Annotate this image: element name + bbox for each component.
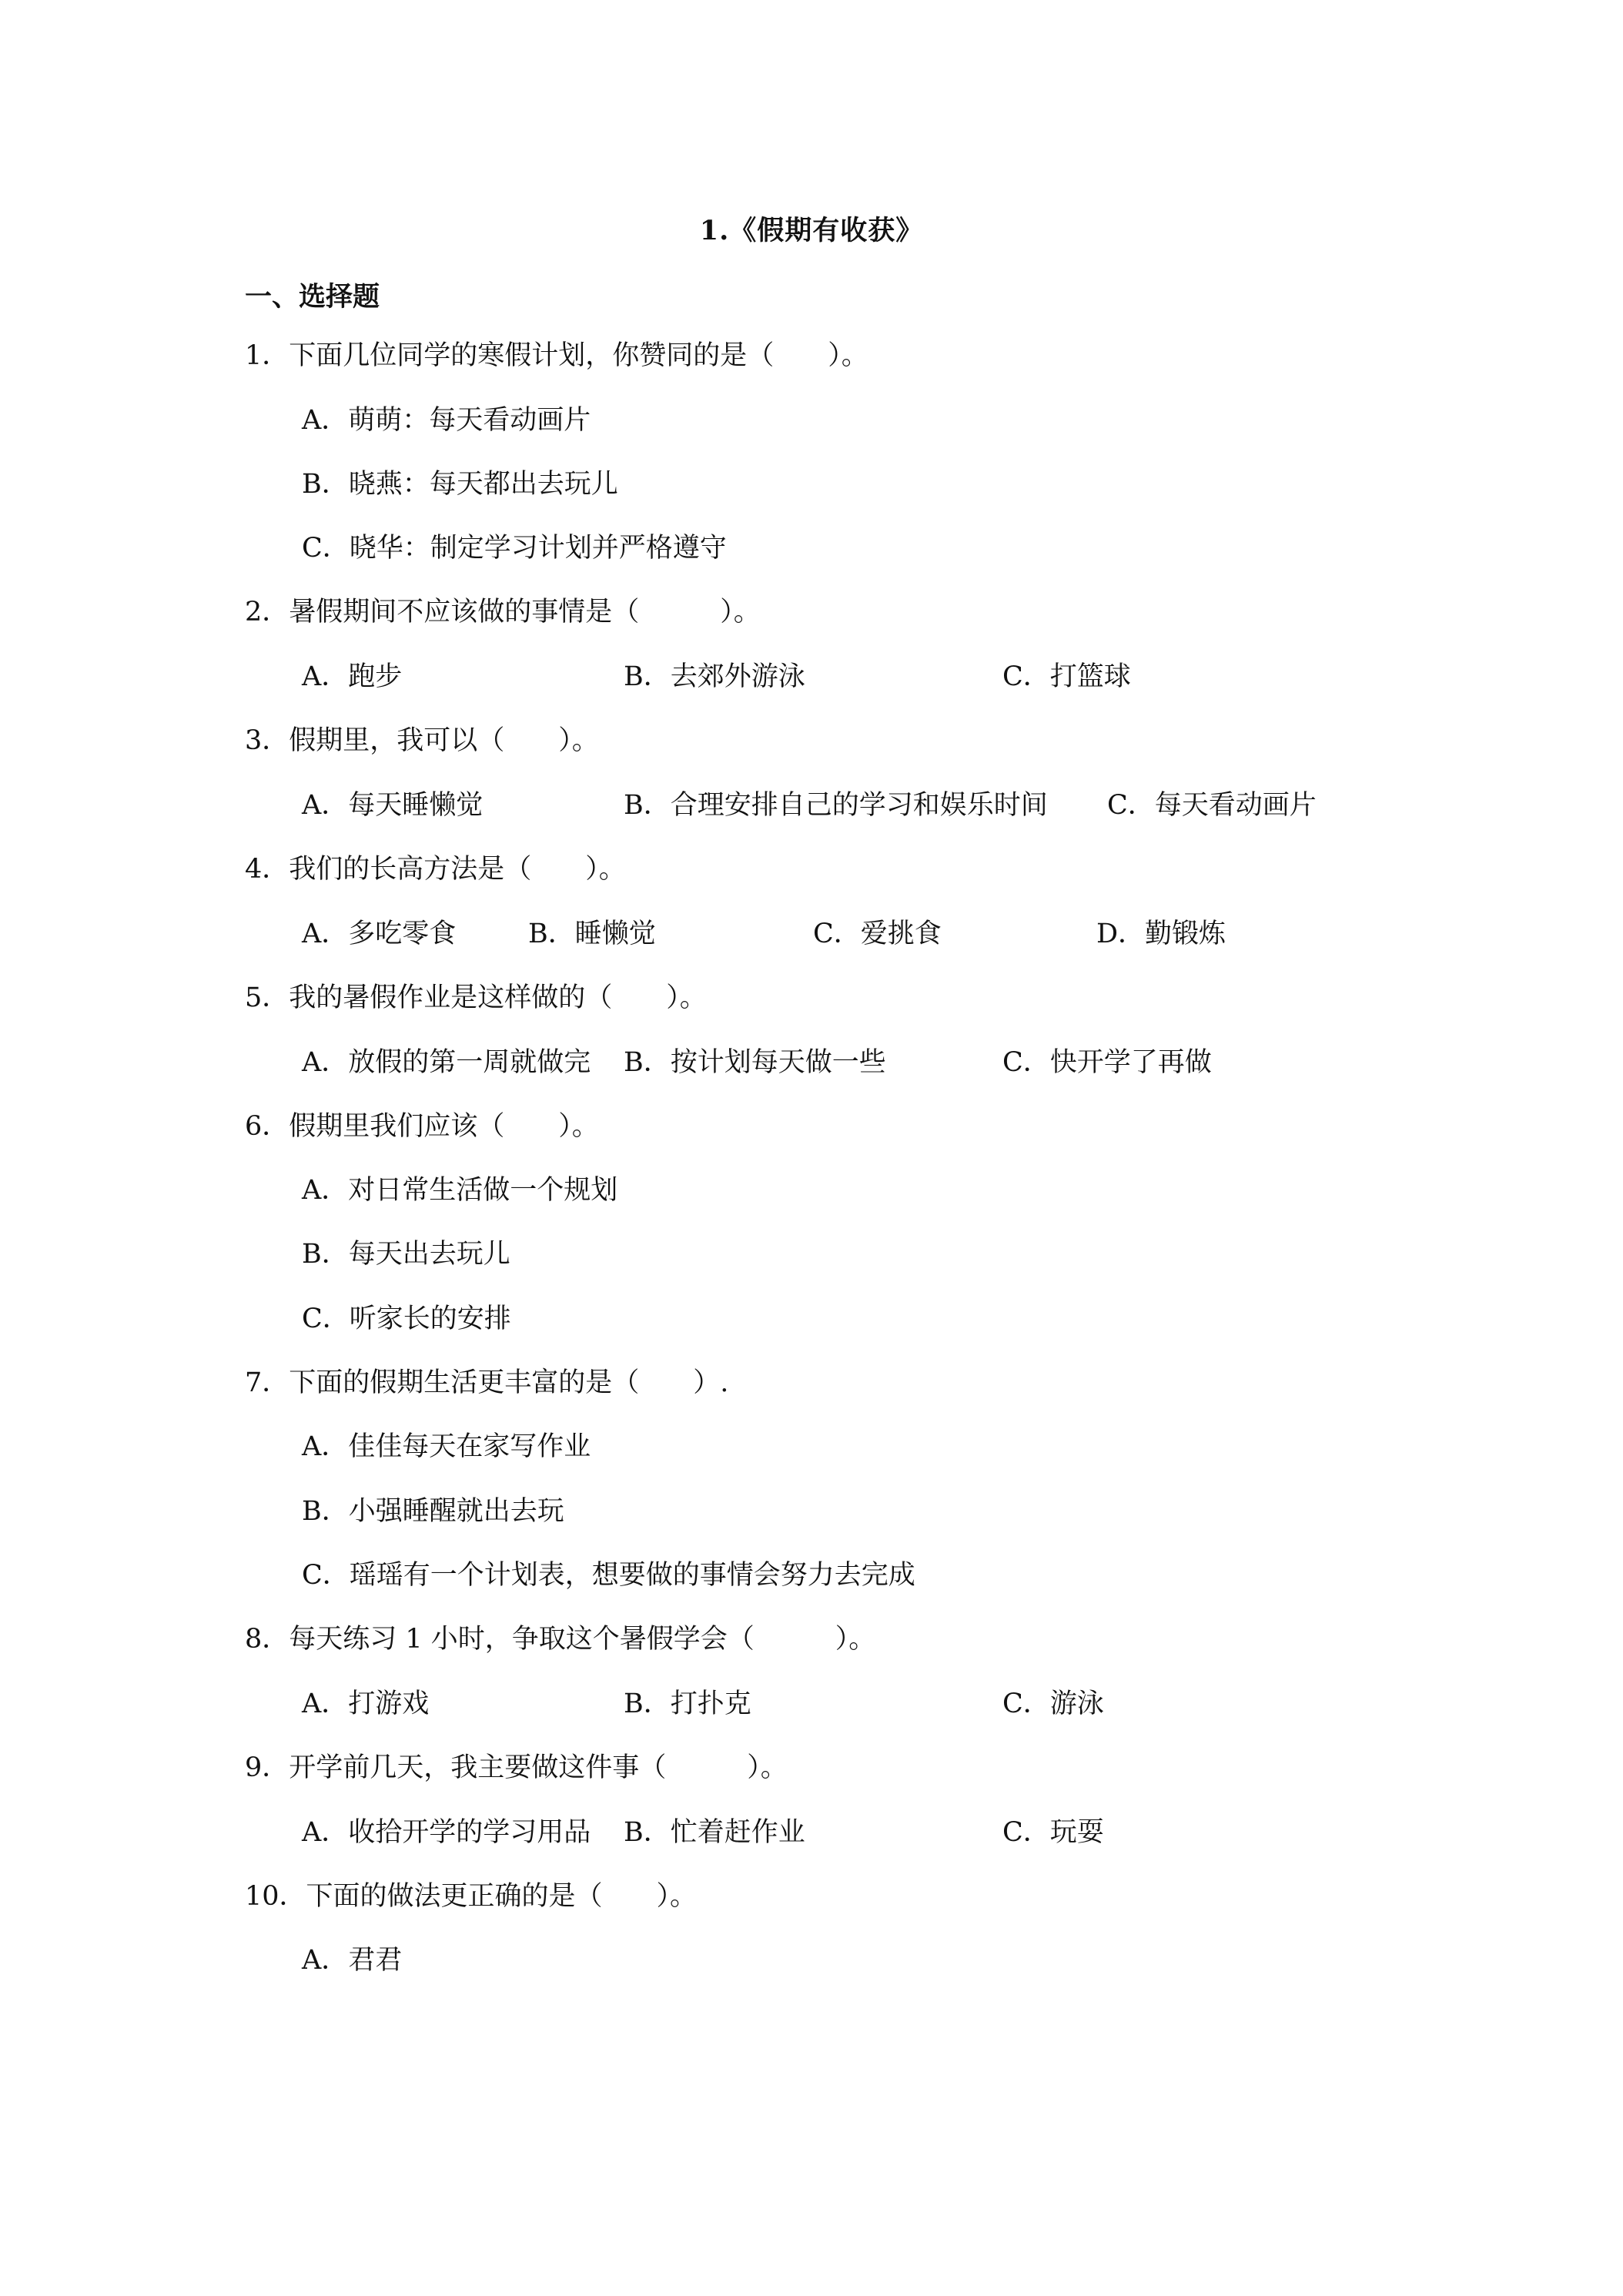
- q9-option-a: A．收拾开学的学习用品: [302, 1817, 591, 1848]
- q7-option-a: A．佳佳每天在家写作业: [302, 1431, 591, 1462]
- question-9: 9．开学前几天，我主要做这件事（ ）。: [245, 1752, 788, 1783]
- q1-option-c: C．晓华：制定学习计划并严格遵守: [302, 533, 727, 564]
- question-5: 5．我的暑假作业是这样做的（ ）。: [245, 982, 707, 1013]
- q5-option-c: C．快开学了再做: [1002, 1047, 1212, 1078]
- question-6: 6．假期里我们应该（ ）。: [245, 1111, 599, 1142]
- q8-option-a: A．打游戏: [302, 1689, 430, 1719]
- q1-option-a: A．萌萌：每天看动画片: [302, 405, 591, 436]
- q5-option-b: B．按计划每天做一些: [624, 1047, 886, 1078]
- q2-option-b: B．去郊外游泳: [624, 661, 805, 692]
- q9-option-c: C．玩耍: [1002, 1817, 1104, 1848]
- q4-option-b: B．睡懒觉: [528, 919, 656, 949]
- question-2: 2．暑假期间不应该做的事情是（ ）。: [245, 597, 761, 628]
- q8-option-c: C．游泳: [1002, 1689, 1104, 1719]
- question-1: 1．下面几位同学的寒假计划，你赞同的是（ ）。: [245, 340, 868, 371]
- page-title: 1.《假期有收获》: [699, 215, 924, 246]
- q1-option-b: B．晓燕：每天都出去玩儿: [302, 469, 618, 500]
- question-3: 3．假期里，我可以（ ）。: [245, 725, 599, 756]
- q6-option-a: A．对日常生活做一个规划: [302, 1175, 618, 1206]
- q2-option-c: C．打篮球: [1002, 661, 1131, 692]
- q3-option-a: A．每天睡懒觉: [302, 790, 484, 821]
- question-7: 7．下面的假期生活更丰富的是（ ）.: [245, 1367, 729, 1398]
- q7-option-c: C．瑶瑶有一个计划表，想要做的事情会努力去完成: [302, 1560, 915, 1591]
- q3-option-c: C．每天看动画片: [1107, 790, 1317, 821]
- q2-option-a: A．跑步: [302, 661, 403, 692]
- question-8: 8．每天练习 1 小时，争取这个暑假学会（ ）。: [245, 1624, 876, 1655]
- q4-option-a: A．多吃零食: [302, 919, 457, 949]
- q4-option-d: D．勤锻炼: [1096, 919, 1226, 949]
- q10-option-a: A．君君: [302, 1945, 403, 1976]
- question-4: 4．我们的长高方法是（ ）。: [245, 854, 626, 885]
- q7-option-b: B．小强睡醒就出去玩: [302, 1496, 564, 1527]
- q6-option-b: B．每天出去玩儿: [302, 1239, 510, 1270]
- q8-option-b: B．打扑克: [624, 1689, 751, 1719]
- section-heading: 一、选择题: [245, 281, 380, 313]
- q4-option-c: C．爱挑食: [813, 919, 942, 949]
- q9-option-b: B．忙着赶作业: [624, 1817, 805, 1848]
- q5-option-a: A．放假的第一周就做完: [302, 1047, 591, 1078]
- q3-option-b: B．合理安排自己的学习和娱乐时间: [624, 790, 1048, 821]
- q6-option-c: C．听家长的安排: [302, 1304, 511, 1334]
- question-10: 10．下面的做法更正确的是（ ）。: [245, 1881, 698, 1912]
